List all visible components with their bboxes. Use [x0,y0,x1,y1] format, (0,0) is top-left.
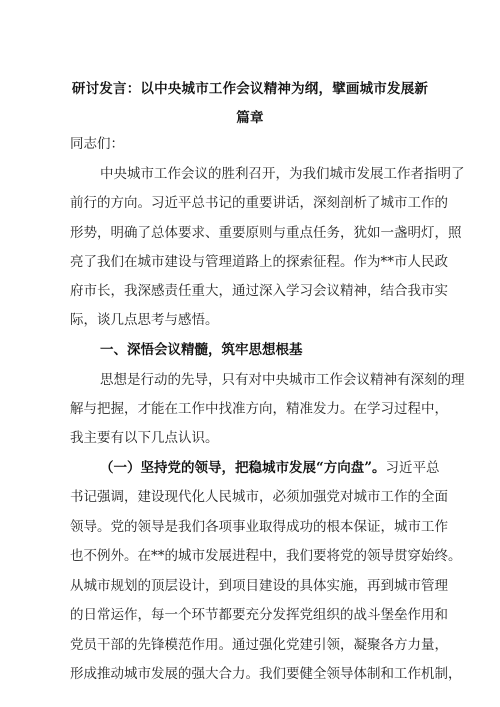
paragraph-3-line: 也不例外。在**的城市发展进程中，我们要将党的领导贯穿始终。 [70,548,462,564]
paragraph-3-line: 党员干部的先锋模范作用。通过强化党建引领，凝聚各方力量， [70,637,448,653]
section-1-heading: 一、深悟会议精髓，筑牢思想根基 [100,342,303,358]
paragraph-3-line: 领导。党的领导是我们各项事业取得成功的根本保证，城市工作 [70,519,448,535]
paragraph-2-line: 解与把握，才能在工作中找准方向，精准发力。在学习过程中， [70,401,448,417]
document-title-line-2: 篇章 [236,110,264,126]
subsection-1-heading: （一）坚持党的领导，把稳城市发展“方向盘”。 [100,460,386,476]
paragraph-1-line: 府市长，我深感责任重大，通过深入学习会议精神，结合我市实 [70,283,448,299]
paragraph-3-line: 形成推动城市发展的强大合力。我们要健全领导体制和工作机制， [70,666,462,682]
paragraph-2-line: 我主要有以下几点认识。 [70,430,219,446]
paragraph-3-line: 的日常运作，每一个环节都要充分发挥党组织的战斗堡垒作用和 [70,607,448,623]
paragraph-1-line: 亮了我们在城市建设与管理道路上的探索征程。作为**市人民政 [70,254,448,270]
paragraph-1-line: 中央城市工作会议的胜利召开，为我们城市发展工作者指明了 [100,166,465,182]
salutation: 同志们： [70,136,124,152]
paragraph-1-line: 形势，明确了总体要求、重要原则与重点任务，犹如一盏明灯，照 [70,225,462,241]
document-title-line-1: 研讨发言：以中央城市工作会议精神为纲，擘画城市发展新 [71,81,429,97]
paragraph-2-line: 思想是行动的先导，只有对中央城市工作会议精神有深刻的理 [100,372,465,388]
paragraph-3-line: 书记强调，建设现代化人民城市，必须加强党对城市工作的全面 [70,489,448,505]
paragraph-1-line: 前行的方向。习近平总书记的重要讲话，深刻剖析了城市工作的 [70,195,448,211]
paragraph-3-first-line [100,460,440,476]
paragraph-3-first-line-rest: 习近平总 [385,460,440,476]
paragraph-1-line: 际，谈几点思考与感悟。 [70,312,219,328]
paragraph-3-line: 从城市规划的顶层设计，到项目建设的具体实施，再到城市管理 [70,578,448,594]
